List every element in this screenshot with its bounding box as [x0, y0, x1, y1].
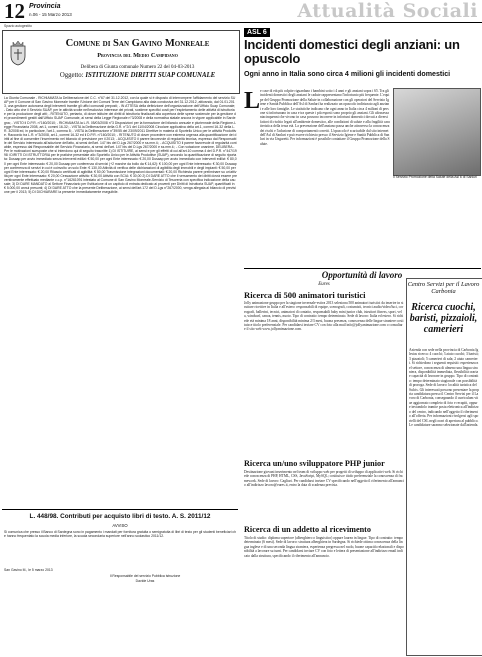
job-title: Ricerca un/uno sviluppatore PHP junior [244, 459, 385, 468]
opportunities-source: Eures [318, 282, 330, 287]
box-title: Centro Servizi per il Lavoro Carbonia [407, 281, 480, 295]
job-title: Ricerca di 500 animatori turistici [244, 290, 366, 300]
notice-signature-role: Il Responsabile del servizio Pubblica istruzione [109, 574, 181, 578]
box-headline: Ricerca cuochi, baristi, pizzaioli, camerieri [409, 302, 478, 335]
photo-caption: Il Servizio Promozione della Salute della Asl 6 di Sanluri [393, 175, 477, 179]
notice-avviso: AVVISO [112, 523, 128, 528]
article-subhead: Ogni anno in Italia sono circa 4 milioni gli incidenti domestici [244, 70, 451, 78]
job-body: Titolo di studio: diploma superiore (alberghiero o linguistico) oppure laurea in lingue. Tipo di contratto: tempo determinato (6 mesi). Sede di lavoro: struttura alberghiera in Sardegna. Si richiede ottima conoscenza della lingua inglese e di una seconda lingua straniera, esperienza pregressa nel ruolo, buone capacità relazionali e disponibilità a lavorare su turni. Per candidarsi inviare CV con foto e lettera di presentazione all'indirizzo email indicato dalla struttura, specificando il riferimento all'annuncio. [244, 536, 404, 558]
notice-title: L. 448/98. Contributi per acquisto libri di testo. A. S. 2011/12 [29, 513, 211, 520]
section-title: Attualità Sociali [297, 0, 478, 22]
article-dropcap: L [244, 88, 261, 114]
municipal-crest-icon [9, 40, 27, 66]
deliberation-number: Delibera di Giunta comunale Numero 22 del 04-03-2013 [80, 65, 195, 70]
section-divider [244, 268, 481, 269]
page-number: 12 [4, 0, 25, 23]
province-name: Provincia del Medio Campidano [97, 52, 178, 59]
job-body: Destinazione giovani inserimento nel team di sviluppo web per progetti di sviluppo di applicativi web. Si richiede conoscenza di PHP, HTML, CSS, JavaScript, MySQL; costituisce titolo preferenziale la conoscenza di framework. Sede di lavoro: Cagliari. Per candidarsi inviare CV specificando nell'oggetto il riferimento all'annuncio all'indirizzo lavoro@eures.it, entro la data di scadenza prevista. [244, 470, 404, 488]
notice-signature-name: Davide Uras [135, 579, 155, 583]
asl-photo [393, 88, 481, 176]
issue-info: n.06 - 15 Marzo 2013 [29, 12, 72, 17]
section-divider [2, 509, 238, 510]
job-body: Jolly animazione gruppo per la stagione invernale-estiva 2013 seleziona 500 animatori turistici da inserire in strutture ricettive in Italia e all'estero: responsabili di equipe, scenografi, costumisti, tecnici audio/video/luci, coreografi, ballerini, tecnici, animatori di contatto, responsabili baby mini junior club, istruttori fitness, sport, vela, windsurf, canoa, tennis, nuoto. Tipo di contratto: tempo determinato. Sede di lavoro: Italia ed estero. Si richiede età minima 18 anni, disponibilità minima 2/3 mesi, buona presenza, conoscenza delle lingue straniere costituisce titolo preferenziale. Per candidarsi inviare CV con foto alla mail info@jollyanimazione.com o consultare il sito web www.jollyanimazione.com. [244, 301, 404, 332]
opportunities-title: Opportunità di lavoro [321, 270, 403, 280]
ad-label: Spazio autogestito [4, 24, 32, 28]
job-title: Ricerca di un addetto al ricevimento [244, 525, 371, 534]
notice-body: Si comunica che presso il Banco di Sardegna sono in pagamento i mandati per fornitura gratuita o semigratuita di libri di testo per gli studenti beneficiari che hanno frequentato la scuola media inferiore, la scuola secondaria superiore nell'anno scolastico 2011/12. [4, 530, 237, 539]
article-body: e case di età più colpite riguardano i bambini sotto i 4 anni e gli anziani sopra i 65. Tra gli incidenti domestici degli anziani le cadute rappresentano l'infortunio più frequente. L'equipe del Gruppo Promozione della Salute in collaborazione con gli operatori del Servizio Igiene e Sanità Pubblica dell'Asl di Sanluri ha realizzato un opuscolo indirizzato agli anziani e alle loro famiglie. Le statistiche indicano che ogni anno in Italia circa 4 milioni di persone si infortunano in casa e tra queste i più esposti sono proprio gli anziani. Gli ultrasessantacinquenni che vivono in casa possono incorrere in infortuni domestici dovuti a diversi fattori di rischio legati all'ambiente domestico, alle condizioni di salute e alla fragilità caratteristica della terza età. La prevenzione dell'anziano passa anche attraverso la conoscenza dei rischi e l'adozione di comportamenti corretti. L'opuscolo è scaricabile dal sito internet dell'Asl di Sanluri e può essere richiesto presso il Servizio Igiene e Sanità Pubblica di Sanluri in via Ungaretti. Per informazioni è possibile contattare il Gruppo Promozione della Salute. [260, 89, 390, 146]
notice-date: San Gavino M., le 5 marzo 2013 [4, 568, 53, 572]
article-headline: Incidenti domestici degli anziani: un opuscolo [244, 37, 460, 66]
municipality-name: Comune di San Gavino Monreale [65, 38, 210, 49]
box-body: Azienda con sede nella provincia di Carbonia Iglesias ricerca: 4 cuochi; 3 aiuto cuochi; 3 baristi; 3 pizzaioli; 5 camerieri di sala; 2 aiuto camerieri. Si richiedono i seguenti requisiti: esperienza nel settore, conoscenza di almeno una lingua straniera, disponibilità immediata, flessibilità oraria e capacità di lavorare in gruppo. Tipo di contratto: tempo determinato stagionale con possibilità di proroga. Sede di lavoro: località turistica del Sulcis. Gli interessati possono presentare la propria candidatura presso il Centro Servizi per il Lavoro di Carbonia, consegnando il curriculum vitae aggiornato completo di foto e recapiti, oppure inviandolo tramite posta elettronica all'indirizzo del centro, indicando nell'oggetto il riferimento all'offerta. Per informazioni rivolgersi agli sportelli del CSL negli orari di apertura al pubblico. Le candidature saranno selezionate dall'azienda. [409, 348, 479, 427]
asl-badge: ASL 6 [244, 28, 270, 37]
masthead-logo: Provincia [29, 3, 61, 10]
deliberation-body: La Giunta Comunale - RICHIAMATA la Deliberazione del C.C. n°67 del 31.12.2012, con la quale si è disposto di interrompere l'affidamento del servizio SUAP per il Comune di San Gavino Monreale tramite l'Unione dei Comuni Terre del Campidano alla data conclusiva del 31.12.2012, attivando, dal 01.01.2013, una gestione autonoma degli interventi tramite gli uffici comunali preposti; - IN ATTESA della definizione dell'organizzazione dell'Ufficio Suap Comunale; - Dato atto che il Servizio SUAP, per le attività svolte nell'esclusivo interesse dei privati, sostiene specifici costi per l'espletamento delle attività di istruttoria e per la produzione degli atti; - RITENUTO, pertanto, di dover istituire dei diritti di istruttoria finalizzati alla copertura delle spese sostenute per la gestione dei procedimenti gestiti dall'Ufficio SUAP Comunale, ai sensi della Legge Regionale n°3/2008 e della normativa statale ancora in vigore applicabile in Sardegna; - VISTO il D.P.R. n°160/2010; - RICHIAMATA la L.R. 05/03/2008 n°3 Disposizioni per la formazione del bilancio annuale e pluriennale della Regione-Legge Finanziaria 2008, art.1, commi 16-32; - VISTA la Deliberazione della G.R. n°2/1 del 11/04/2008 Circolare applicativa della art.1, commi 16-32 della L.R. 3/2008 ed, in particolare, l'art.1, comma 8; - VISTA la Deliberazione n°39/55 del 23/09/2011 Direttive in materia di Sportello Unico per le attività Produttive. Raccordo tra L.R. n°3/2008, art.1, commi 16-32 ed il D.P.R. n°160/2010; - RITENUTO di dover procedere con estrema urgenza alla quantificazione dei diritti al fine di consentire l'inserimento nel bilancio di previsione per il 2013; - ACQUISITO il parere favorevole di regolarità tecnica, espresso dal Responsabile del Servizio interessato all'adozione dell'atto, ai sensi dell'art. 147 bis del D.Lgs 267/2000 e ss.mm.ii.; - ACQUISITO il parere favorevole di regolarità contabile, espresso dal Responsabile del Servizio Finanziario, ai sensi dell'art. 147 bis del D.Lgs 267/2000 e ss.mm.ii.; - Con votazione unanime, DELIBERA - Per le motivazioni suesposte che si intendono qui di seguito trascritte 1) DI ISTITUIRE, ai sensi e per gli effetti di cui all'art.10 comma 4 del D.P.R. n°447/1998 i DIRITTI DI ISTRUTTORIA per le pratiche presentate allo Sportello Unico per le Attività Produttive (SUAP), secondo la quantificazione di seguito riportata: Dusaap per avvio immediato senza interventi edilizi: € 50,00 per ogni Ente interessato: € 20,00 Dusaap per avvio immediato con interventi edilizi: € 80,00 per ogni Ente interessato: € 20,00 Dusaap per conferenza di servizi (+2 marche da bollo da € 14,62): € 100,00 per ogni Ente interessato: € 30,00 Dusaap per conferenza di servizi in cui è coinvolto un solo Ente: € 130,00 Attività di verifica delle dichiarazioni di agibilità degli immobili e degli impianti: € 50,00 per ogni Ente interessato: € 20,00 Rilascio certificati di agibilità: € 50,00 Trasmissione integrazioni documentali: € 20,00 Richiesta parere preliminare su un'attività per ogni Ente interessato: € 20,00 Cessazione attività: € 30,00 Attività con SCIA: € 30,00 2) DI DARE ATTO che il versamento dei diritti dovrà essere preventivamente effettuato mediante c.c.p. n°16261091 intestato al Comune di San Gavino Monreale-Servizio di Tesoreria con specifica indicazione della causale; 3) DI DARE MANDATO al Settore Finanziario per l'istituzione di un capitolo di entrata dedicato ai proventi per Diritti di Istruttoria SUAP, quantificati in € 5.000,00 annui presunti; 4) DI DARE ATTO che la presente Deliberazione, ai sensi dell'art.172 del D.Lgs n°267/2000, venga allegata al bilancio di previsione per il 2013; 5) DI DICHIARARE la presente immediatamente eseguibile. [4, 96, 237, 195]
deliberation-subject: Oggetto: ISTITUZIONE DIRITTI SUAP COMUNALE [59, 72, 216, 79]
